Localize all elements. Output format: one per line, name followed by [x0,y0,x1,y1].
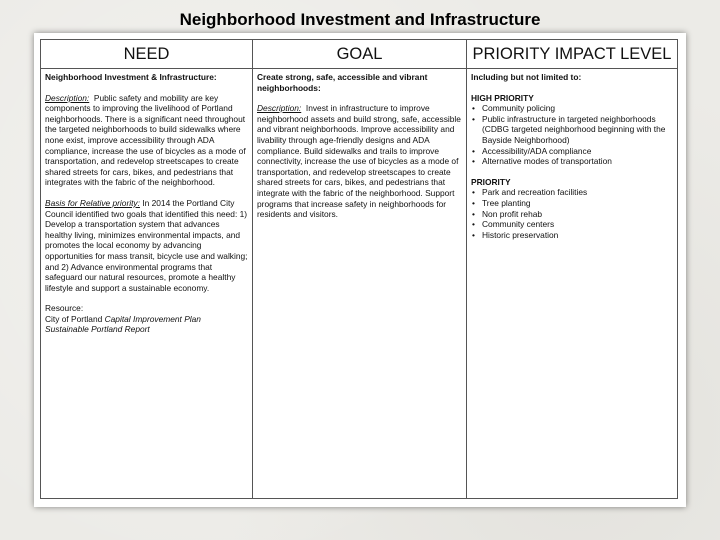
list-item-text: Non profit rehab [482,208,543,219]
header-priority-impact-level: PRIORITY IMPACT LEVEL [467,40,678,69]
need-resource-line2: Sustainable Portland Report [45,324,150,335]
bullet-icon: • [472,187,475,198]
priority-list [471,187,673,240]
need-description [45,93,248,188]
goal-cell [253,69,467,499]
need-description-label: Description: [45,92,90,103]
slide-title: Neighborhood Investment and Infrastructure [179,10,541,29]
list-item-text: Community centers [482,219,555,230]
need-resource-line1-italic: Capital Improvement Plan [104,313,201,324]
priority-table [40,39,678,499]
need-resource-line1 [45,314,248,325]
goal-description-text: Invest in infrastructure to improve neighborhood assets and build strong, safe, accessible and vibrant neighborhoods. Improve accessibility and livability through age-friendly designs and ADA compliance. Build sidewalks and trails to improve connectivity, increase the use of bicycles as a mode of transportation, and redevelop streetscapes to create shared streets for cars, bikes, and pedestrians that integrate with the fabric of the neighborhood. Support programs that increase safety in neighborhoods for residents and visitors. [257,103,461,220]
bullet-icon: • [472,197,475,208]
list-item-text: Tree planting [482,197,531,208]
bullet-icon: • [472,229,475,240]
need-basis [45,198,248,293]
goal-description [257,103,462,220]
header-goal: GOAL [253,40,467,69]
list-item-text: Accessibility/ADA compliance [482,145,592,156]
list-item-text: Community policing [482,103,556,114]
list-item [472,156,673,167]
document-frame [34,33,686,507]
table-header-row [41,40,678,69]
goal-description-label: Description: [257,103,302,114]
bullet-icon: • [472,145,475,156]
list-item [472,187,673,198]
header-need: NEED [41,40,253,69]
list-item [472,103,673,114]
need-basis-text: In 2014 the Portland City Council identified two goals that identified this need: 1) Develop a transportation system that advances healthy living, minimizes environmental impacts, and promotes the local economy by advancing opportunities for mass transit, bicycle use and walking; and 2) Advance environmental programs that safeguard our natural resources, promote a healthy lifestyle and support a sustainable economy. [45,197,248,293]
list-item-text: Historic preservation [482,229,559,240]
list-item-text: Park and recreation facilities [482,187,588,198]
need-resource-line1-prefix: City of Portland [45,313,105,324]
bullet-icon: • [472,208,475,219]
need-resource [45,303,248,335]
list-item-text: Alternative modes of transportation [482,156,612,167]
list-item [472,208,673,220]
high-priority-label: HIGH PRIORITY [471,92,534,103]
list-item [472,113,673,146]
high-priority-list [471,103,673,167]
list-item [472,229,673,241]
need-description-text: Public safety and mobility are key components to improving the livelihood of Portland neighborhoods. There is a significant need throughout the targeted neighborhoods to build sidewalks where none exist, improve accessibility through ADA compliance, increase the use of bicycles as a mode of transportation, and redevelop streetscapes to create shared streets for cars, bikes, and pedestrians that integrates with the fabric of the neighborhood. [45,92,246,188]
bullet-icon: • [472,219,475,230]
need-basis-label: Basis for Relative priority: [45,197,140,208]
list-item [472,219,673,230]
bullet-icon: • [472,113,475,124]
priority-cell [467,69,678,499]
need-heading: Neighborhood Investment & Infrastructure: [45,72,217,82]
list-item [472,145,673,157]
need-resource-label: Resource: [45,303,84,314]
need-cell [41,69,253,499]
goal-heading: Create strong, safe, accessible and vibrant neighborhoods: [257,72,428,93]
table-row [41,69,678,499]
priority-heading: Including but not limited to: [471,72,582,82]
priority-label: PRIORITY [471,176,511,187]
list-item [472,197,673,209]
list-item-text: Public infrastructure in targeted neighborhoods (CDBG targeted neighborhood beginning with the Bayside Neighborhood) [482,113,666,145]
bullet-icon: • [472,103,475,114]
bullet-icon: • [472,156,475,167]
